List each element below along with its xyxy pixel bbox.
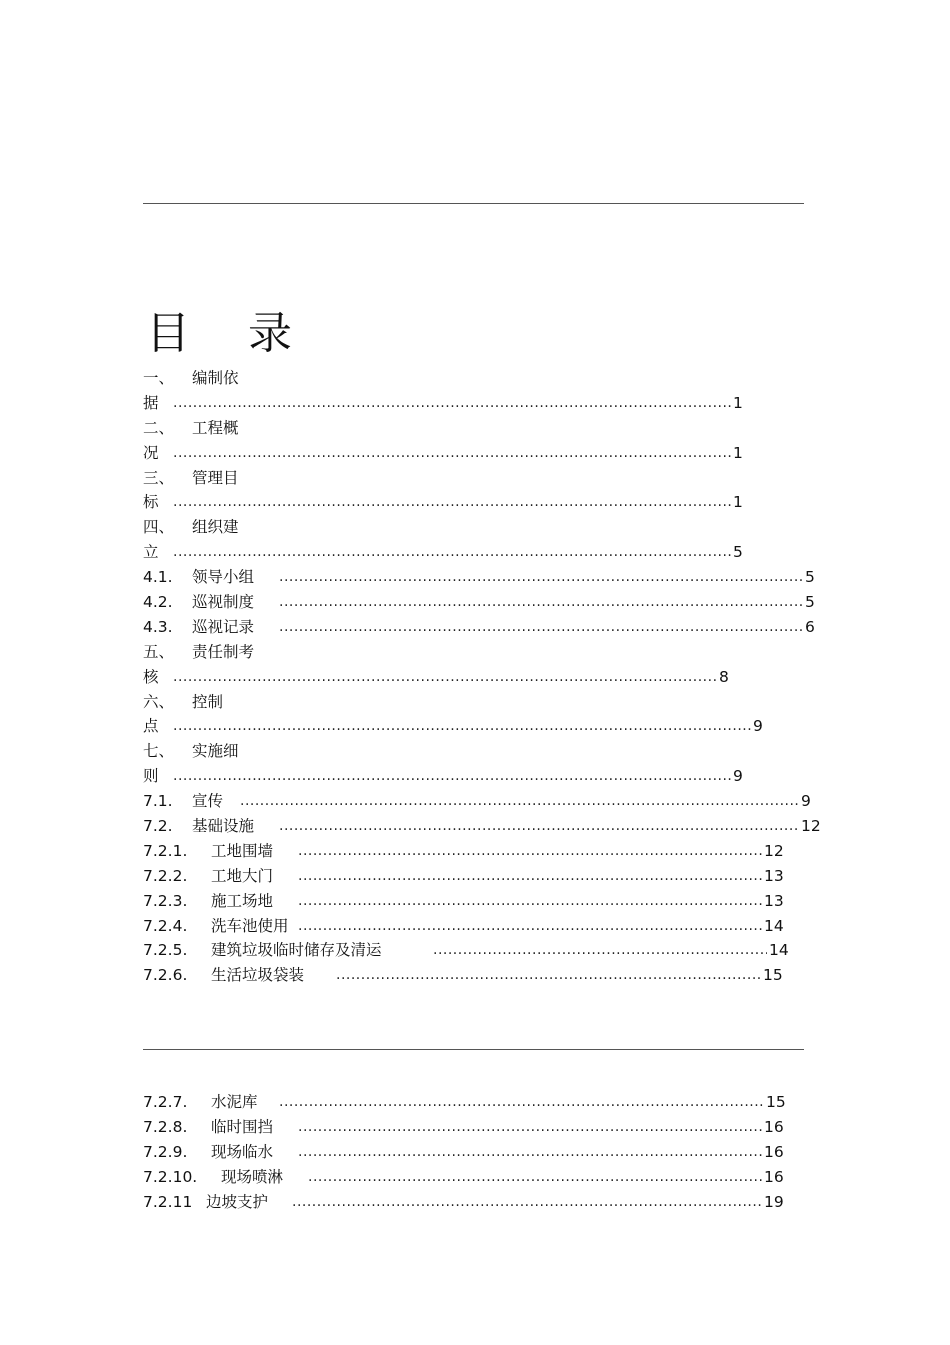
toc-entry xyxy=(143,839,843,864)
toc-entry-number: 4.2. xyxy=(143,593,173,612)
toc-entry-number: 7.2. xyxy=(143,817,173,836)
toc-entry xyxy=(143,1190,843,1215)
toc-entry-label: 责任制考 xyxy=(192,642,255,661)
dot-leader xyxy=(298,914,762,939)
toc-entry xyxy=(143,640,843,665)
toc-entry-label: 水泥库 xyxy=(211,1093,258,1111)
toc-page-number: 16 xyxy=(764,1167,784,1186)
toc-entry xyxy=(143,1165,843,1190)
dot-leader xyxy=(298,839,762,864)
toc-page-number: 5 xyxy=(805,593,815,612)
toc-entry-label-end: 标 xyxy=(143,493,159,512)
toc-entry-label: 工程概 xyxy=(192,418,239,437)
toc-entry-continuation xyxy=(143,764,843,789)
toc-entry-number: 六、 xyxy=(143,692,175,711)
toc-entry-label: 组织建 xyxy=(192,518,239,537)
toc-page-number: 15 xyxy=(763,966,783,985)
dot-leader xyxy=(279,814,799,839)
toc-entry-number: 7.2.2. xyxy=(143,866,188,885)
toc-entry-label: 实施细 xyxy=(192,742,239,761)
toc-entry-continuation xyxy=(143,665,843,690)
dot-leader xyxy=(240,789,799,814)
dot-leader xyxy=(279,590,803,615)
toc-entry xyxy=(143,1090,843,1115)
toc-page-number: 5 xyxy=(733,543,743,562)
toc-entry-label: 建筑垃圾临时储存及清运 xyxy=(211,941,382,960)
toc-entry-label: 管理目 xyxy=(192,468,239,487)
dot-leader xyxy=(298,1115,762,1140)
toc-page-number: 12 xyxy=(801,817,821,836)
dot-leader xyxy=(298,864,762,889)
toc-entry-label-end: 则 xyxy=(143,767,159,786)
toc-entry xyxy=(143,963,843,988)
toc-entry-label-end: 点 xyxy=(143,717,159,736)
toc-page-number: 6 xyxy=(805,617,815,636)
toc-entry-label: 巡视制度 xyxy=(192,593,255,612)
toc-entry-label: 施工场地 xyxy=(211,891,274,910)
dot-leader xyxy=(298,1140,762,1165)
toc-entry xyxy=(143,889,843,914)
toc-entry xyxy=(143,938,843,963)
toc-entry-number: 二、 xyxy=(143,418,175,437)
toc-entry xyxy=(143,565,843,590)
toc-entry-label-end: 核 xyxy=(143,667,159,686)
toc-page-number: 9 xyxy=(733,767,743,786)
toc-entry xyxy=(143,466,843,491)
toc-entry xyxy=(143,366,843,391)
toc-entry-label: 宣传 xyxy=(192,792,224,811)
toc-entry-label: 临时围挡 xyxy=(211,1117,274,1136)
toc-entry-number: 五、 xyxy=(143,642,175,661)
dot-leader xyxy=(173,441,731,466)
toc-entry xyxy=(143,1140,843,1165)
dot-leader xyxy=(173,665,717,690)
toc-page-number: 15 xyxy=(766,1093,786,1111)
dot-leader xyxy=(298,889,762,914)
toc-page-number: 1 xyxy=(733,393,743,412)
top-divider xyxy=(143,203,804,204)
table-of-contents xyxy=(143,366,843,988)
toc-entry-number: 7.1. xyxy=(143,792,173,811)
toc-entry-continuation xyxy=(143,441,843,466)
toc-entry-label: 洗车池使用 xyxy=(211,916,289,935)
toc-entry-label: 生活垃圾袋装 xyxy=(211,966,305,985)
toc-entry-number: 7.2.6. xyxy=(143,966,188,985)
toc-entry-label: 工地围墙 xyxy=(211,841,274,860)
toc-entry-label-end: 立 xyxy=(143,543,159,562)
toc-entry xyxy=(143,690,843,715)
toc-page-number: 12 xyxy=(764,841,784,860)
toc-page-number: 9 xyxy=(753,717,763,736)
toc-entry-label: 编制依 xyxy=(192,369,239,387)
toc-entry-number: 7.2.11 xyxy=(143,1192,193,1211)
toc-entry xyxy=(143,814,843,839)
toc-page-number: 14 xyxy=(764,916,784,935)
toc-entry-label: 领导小组 xyxy=(192,568,255,587)
dot-leader xyxy=(279,565,803,590)
toc-page-number: 16 xyxy=(764,1117,784,1136)
toc-entry-number: 四、 xyxy=(143,518,175,537)
toc-entry-label: 工地大门 xyxy=(211,866,274,885)
dot-leader xyxy=(173,490,731,515)
toc-page-number: 16 xyxy=(764,1142,784,1161)
toc-entry-number: 7.2.7. xyxy=(143,1093,188,1111)
toc-entry-label: 现场喷淋 xyxy=(221,1167,284,1186)
dot-leader xyxy=(279,615,803,640)
toc-entry xyxy=(143,515,843,540)
dot-leader xyxy=(336,963,761,988)
toc-page-number: 14 xyxy=(769,941,789,960)
toc-page-number: 13 xyxy=(764,866,784,885)
toc-entry xyxy=(143,739,843,764)
toc-page-number: 5 xyxy=(805,568,815,587)
toc-page-number: 8 xyxy=(719,667,729,686)
dot-leader xyxy=(173,764,731,789)
toc-entry-label: 巡视记录 xyxy=(192,617,255,636)
toc-page-number: 9 xyxy=(801,792,811,811)
toc-page-number: 19 xyxy=(764,1192,784,1211)
toc-page-number: 1 xyxy=(733,493,743,512)
toc-entry-continuation xyxy=(143,714,843,739)
toc-entry-label: 现场临水 xyxy=(211,1142,274,1161)
dot-leader xyxy=(279,1090,764,1115)
toc-entry xyxy=(143,914,843,939)
toc-entry-number: 7.2.8. xyxy=(143,1117,188,1136)
toc-entry-number: 7.2.5. xyxy=(143,941,188,960)
toc-page-number: 1 xyxy=(733,443,743,462)
page-break-divider xyxy=(143,1049,804,1050)
toc-entry-continuation xyxy=(143,540,843,565)
toc-entry-number: 7.2.9. xyxy=(143,1142,188,1161)
toc-entry-number: 7.2.3. xyxy=(143,891,188,910)
toc-entry-number: 三、 xyxy=(143,468,175,487)
dot-leader xyxy=(173,391,731,416)
dot-leader xyxy=(173,540,731,565)
toc-entry-number: 7.2.4. xyxy=(143,916,188,935)
dot-leader xyxy=(433,938,767,963)
toc-entry-number: 一、 xyxy=(143,369,175,387)
toc-entry xyxy=(143,864,843,889)
toc-entry-number: 4.1. xyxy=(143,568,173,587)
toc-page-number: 13 xyxy=(764,891,784,910)
toc-entry xyxy=(143,590,843,615)
toc-entry-continuation xyxy=(143,391,843,416)
dot-leader xyxy=(308,1165,762,1190)
toc-entry-label-end: 况 xyxy=(143,443,159,462)
dot-leader xyxy=(173,714,751,739)
toc-entry-number: 七、 xyxy=(143,742,175,761)
toc-entry-number: 4.3. xyxy=(143,617,173,636)
dot-leader xyxy=(292,1190,762,1215)
toc-entry xyxy=(143,1115,843,1140)
toc-entry-label: 基础设施 xyxy=(192,817,255,836)
toc-entry-label-end: 据 xyxy=(143,393,159,412)
toc-entry-label: 边坡支护 xyxy=(206,1192,269,1211)
toc-entry-label: 控制 xyxy=(192,692,224,711)
toc-entry-number: 7.2.1. xyxy=(143,841,188,860)
toc-entry xyxy=(143,789,843,814)
table-of-contents-continued xyxy=(143,1090,843,1214)
toc-entry xyxy=(143,615,843,640)
toc-entry-number: 7.2.10. xyxy=(143,1167,198,1186)
toc-entry-continuation xyxy=(143,490,843,515)
toc-entry xyxy=(143,416,843,441)
page-title: 目 录 xyxy=(146,308,314,359)
